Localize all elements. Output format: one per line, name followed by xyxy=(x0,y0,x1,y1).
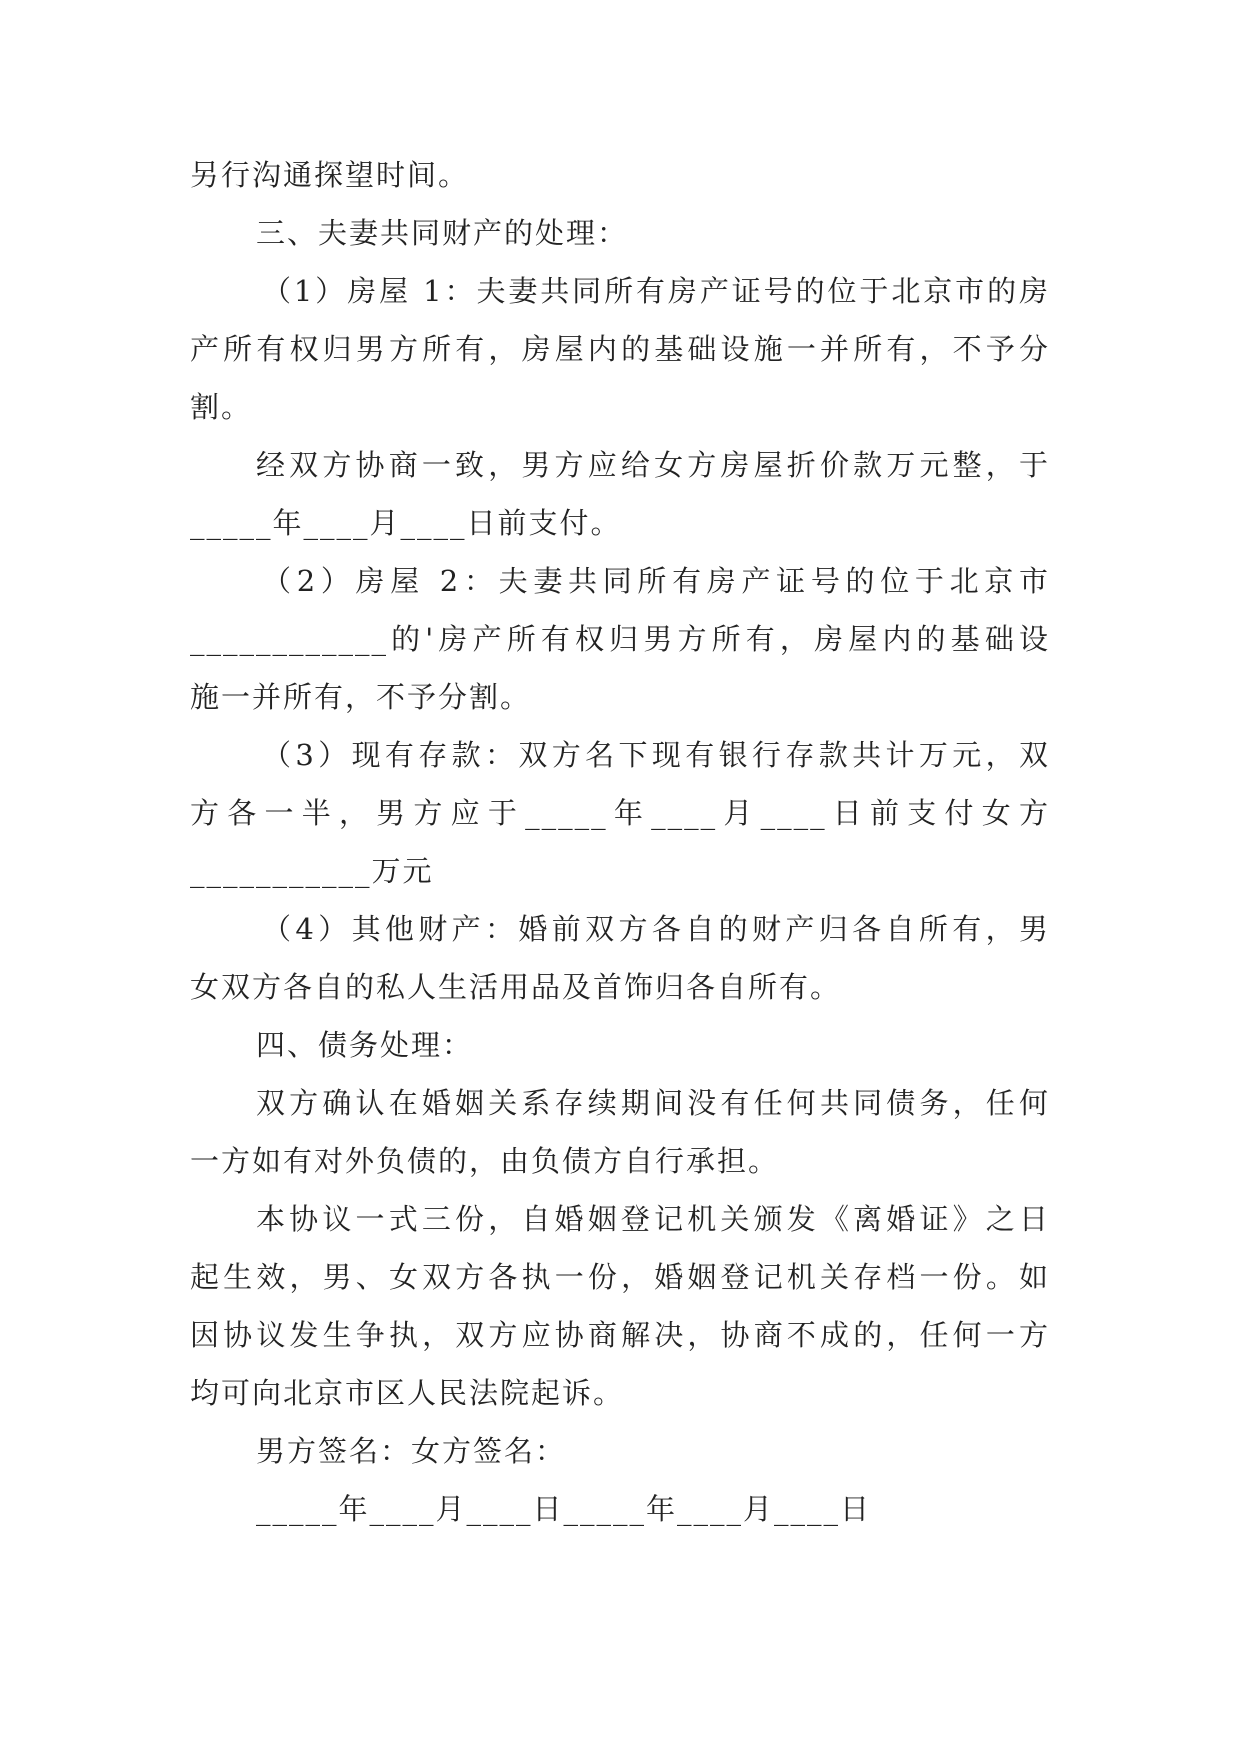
paragraph-line: 本协议一式三份，自婚姻登记机关颁发《离婚证》之日 xyxy=(256,1202,1050,1236)
paragraph-line: 女双方各自的私人生活用品及首饰归各自所有。 xyxy=(190,970,842,1004)
paragraph-line: 起生效，男、女双方各执一份，婚姻登记机关存档一份。如 xyxy=(190,1260,1050,1294)
section-heading: 四、债务处理： xyxy=(256,1028,474,1062)
paragraph-line: （2）房屋 2：夫妻共同所有房产证号的位于北京市 xyxy=(262,564,1050,598)
paragraph-line: 产所有权归男方所有，房屋内的基础设施一并所有，不予分 xyxy=(190,332,1050,366)
paragraph-line: 均可向北京市区人民法院起诉。 xyxy=(190,1376,625,1410)
paragraph-line: 割。 xyxy=(190,390,253,424)
paragraph-line: 双方确认在婚姻关系存续期间没有任何共同债务，任何 xyxy=(256,1086,1050,1120)
paragraph-line: 经双方协商一致，男方应给女方房屋折价款万元整，于 xyxy=(256,448,1050,482)
paragraph-line: _____年____月____日前支付。 xyxy=(190,506,622,540)
paragraph-line: 一方如有对外负债的，由负债方自行承担。 xyxy=(190,1144,780,1178)
paragraph-line: 因协议发生争执，双方应协商解决，协商不成的，任何一方 xyxy=(190,1318,1050,1352)
paragraph-line: ___________万元 xyxy=(190,854,434,888)
paragraph-line: 施一并所有，不予分割。 xyxy=(190,680,532,714)
paragraph-line: （4）其他财产：婚前双方各自的财产归各自所有，男 xyxy=(262,912,1050,946)
signature-line: 男方签名：女方签名： xyxy=(256,1434,567,1468)
date-line: _____年____月____日_____年____月____日 xyxy=(256,1492,872,1526)
section-heading: 三、夫妻共同财产的处理： xyxy=(256,216,629,250)
paragraph-line: （3）现有存款：双方名下现有银行存款共计万元，双 xyxy=(262,738,1050,772)
paragraph-line: 另行沟通探望时间。 xyxy=(190,158,470,192)
paragraph-line: 方各一半，男方应于_____年____月____日前支付女方 xyxy=(190,796,1050,830)
paragraph-line: ____________的'房产所有权归男方所有，房屋内的基础设 xyxy=(190,622,1050,656)
paragraph-line: （1）房屋 1：夫妻共同所有房产证号的位于北京市的房 xyxy=(262,274,1050,308)
